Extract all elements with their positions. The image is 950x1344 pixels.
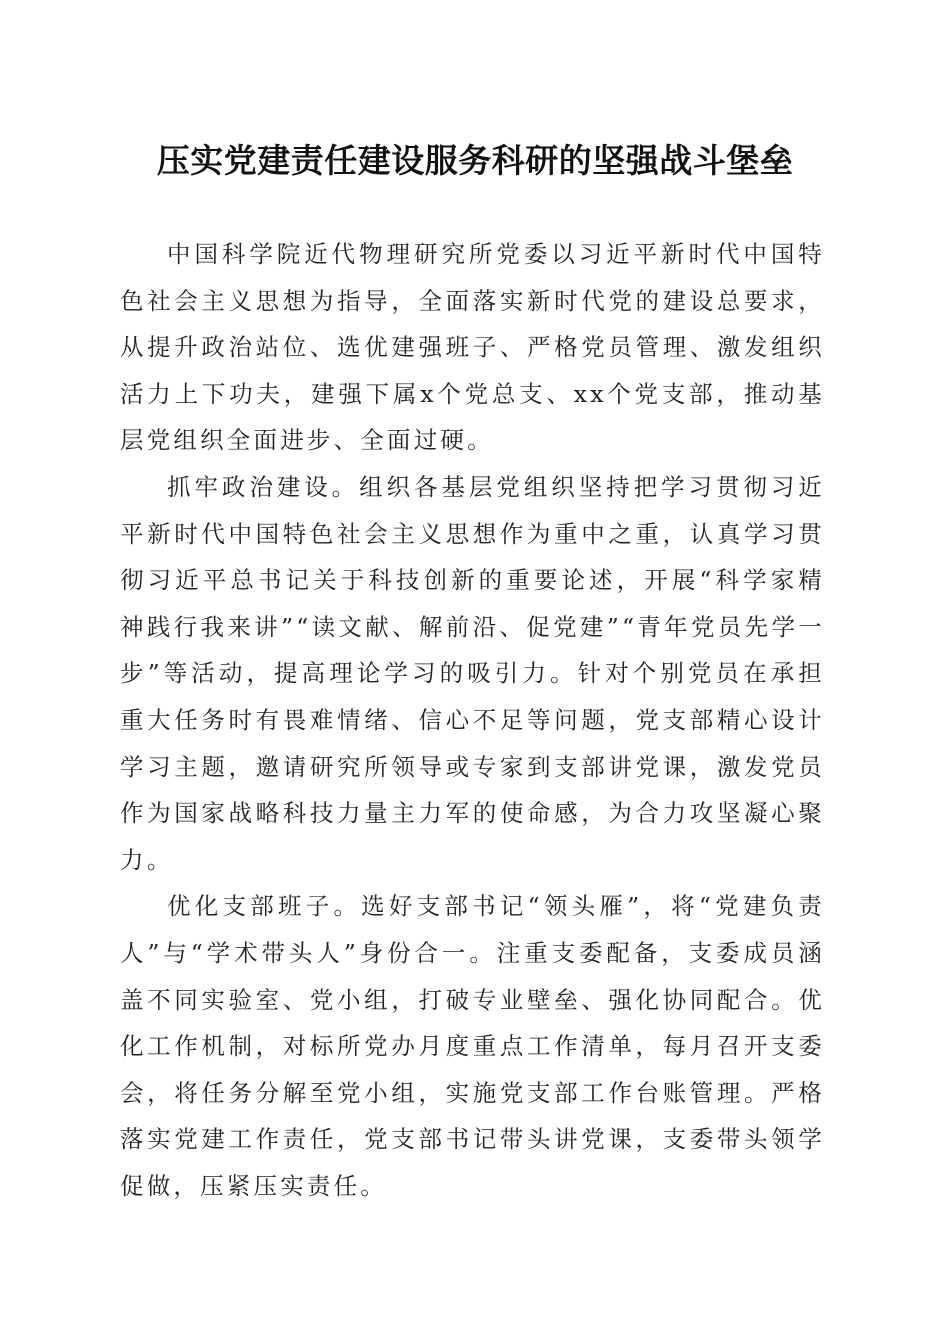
- paragraph-political-building: 抓牢政治建设。组织各基层党组织坚持把学习贯彻习近平新时代中国特色社会主义思想作为重中之重，认真学习贯彻习近平总书记关于科技创新的重要论述，开展“科学家精神践行我来讲”“读文献、解前沿、促党建”“青年党员先学一步”等活动，提高理论学习的吸引力。针对个别党员在承担重大任务时有畏难情绪、信心不足等问题，党支部精心设计学习主题，邀请研究所领导或专家到支部讲党课，激发党员作为国家战略科技力量主力军的使命感，为合力攻坚凝心聚力。: [120, 472, 825, 874]
- paragraph-intro: 中国科学院近代物理研究所党委以习近平新时代中国特色社会主义思想为指导，全面落实新时代党的建设总要求，从提升政治站位、选优建强班子、严格党员管理、激发组织活力上下功夫，建强下属x个党总支、xx个党支部，推动基层党组织全面进步、全面过硬。: [120, 240, 825, 455]
- document-body: [120, 231, 825, 1209]
- document-title: 压实党建责任建设服务科研的坚强战斗堡垒: [156, 141, 794, 180]
- paragraph-branch-team: 优化支部班子。选好支部书记“领头雁”，将“党建负责人”与“学术带头人”身份合一。注重支委配备，支委成员涵盖不同实验室、党小组，打破专业壁垒、强化协同配合。优化工作机制，对标所党办月度重点工作清单，每月召开支委会，将任务分解至党小组，实施党支部工作台账管理。严格落实党建工作责任，党支部书记带头讲党课，支委带头领学促做，压紧压实责任。: [120, 892, 825, 1200]
